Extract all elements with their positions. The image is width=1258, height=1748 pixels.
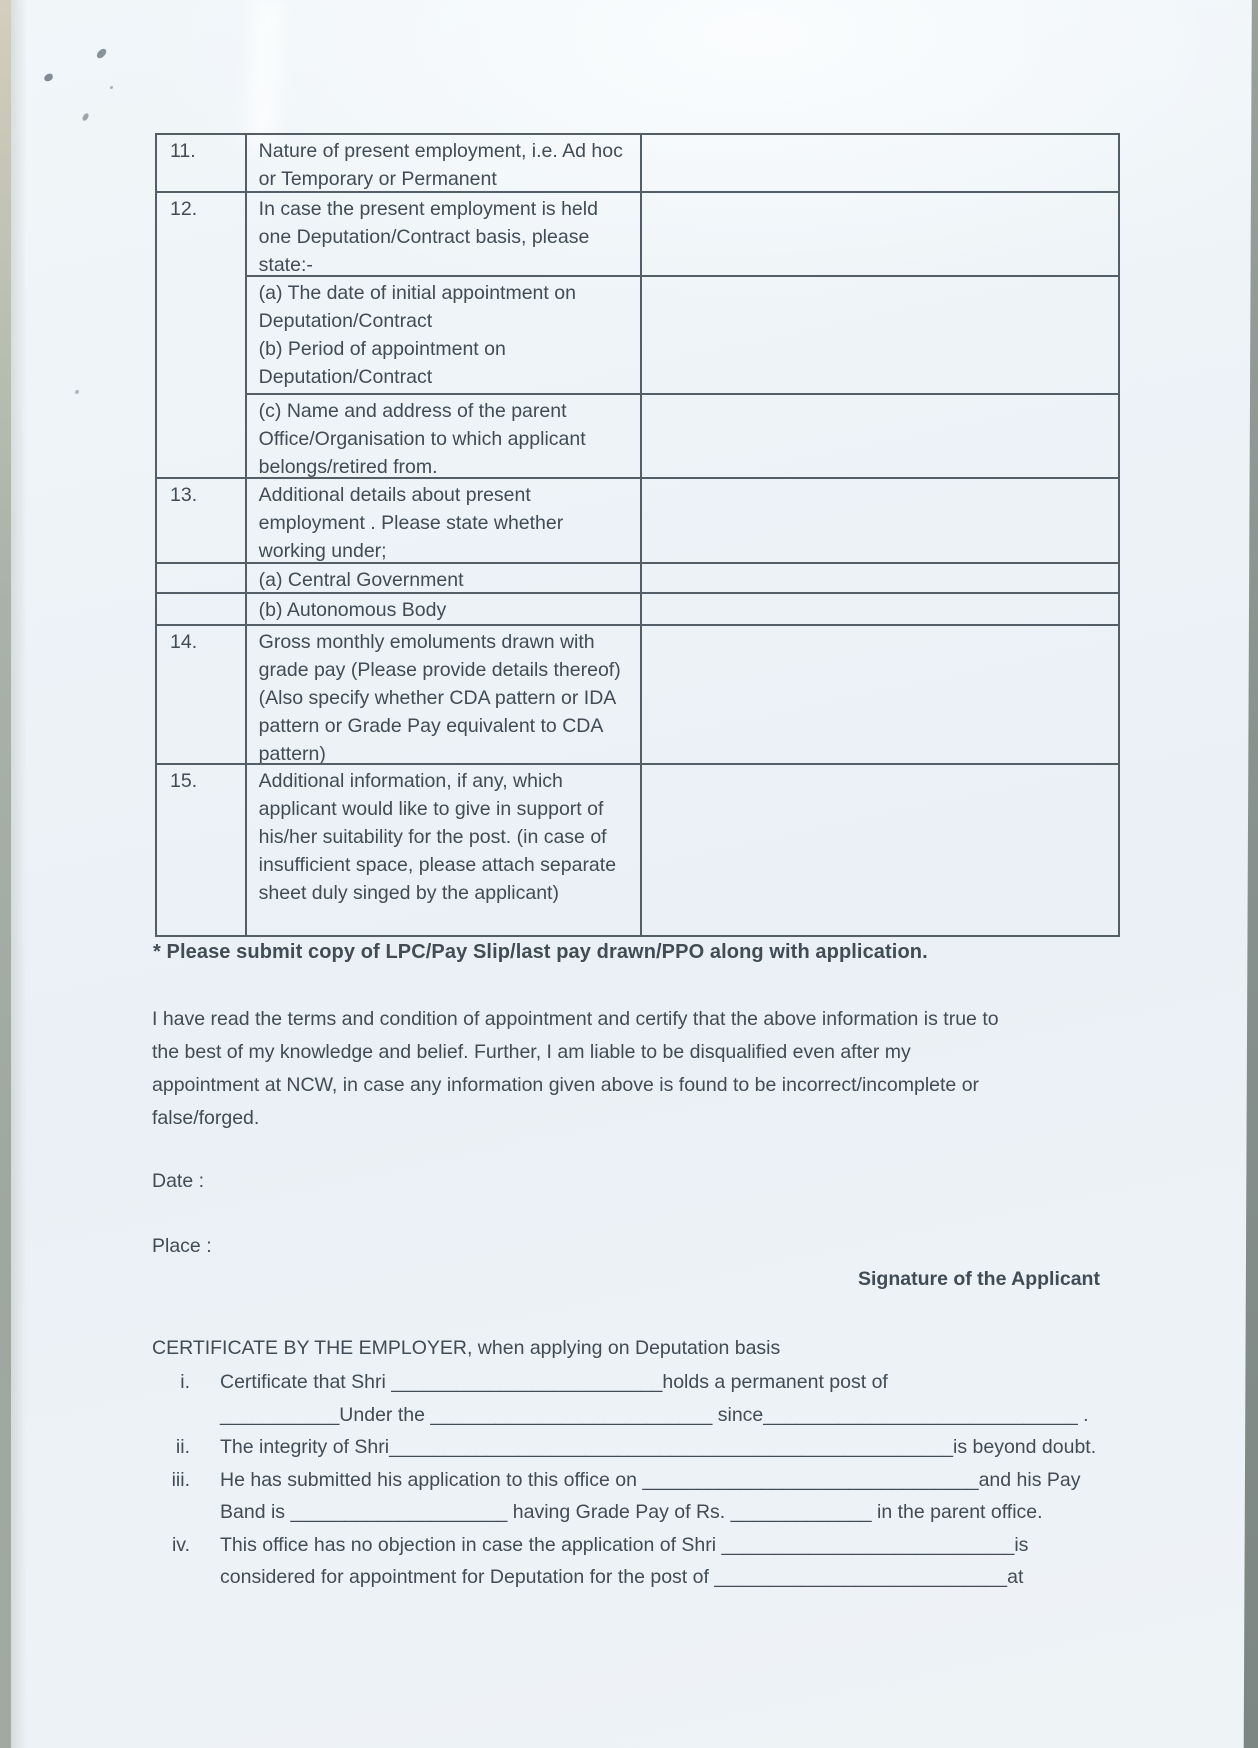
table-row: [157, 763, 1118, 935]
certificate-item: [152, 1464, 1096, 1529]
row-number: 14.: [157, 624, 245, 763]
row-number: [157, 275, 245, 393]
table-row: [157, 477, 1118, 562]
answer-cell: [640, 275, 1118, 393]
row-number: [157, 562, 245, 592]
table-row: [157, 562, 1118, 592]
table-row: [157, 275, 1118, 393]
signature-of-applicant-label: Signature of the Applicant: [858, 1268, 1100, 1290]
answer-cell: [640, 135, 1118, 191]
question-cell: (a) The date of initial appointment on Deputation/Contract (b) Period of appointment on Deputation/Contract: [245, 275, 640, 393]
scanner-edge-left: [0, 0, 11, 1748]
scanner-edge-left-shadow: [11, 0, 27, 1748]
list-marker: ii.: [175, 1436, 190, 1458]
certificate-item-text: The integrity of Shri____________________________________________________is beyond doubt.: [220, 1436, 1097, 1458]
table-row: [157, 191, 1118, 275]
scan-speck: [75, 390, 79, 394]
list-marker: i.: [180, 1371, 190, 1393]
table-row: [157, 592, 1118, 624]
answer-cell: [640, 562, 1118, 592]
date-label: Date :: [152, 1170, 205, 1192]
answer-cell: [640, 477, 1118, 562]
row-number: 11.: [170, 140, 196, 162]
question-cell: (a) Central Government: [245, 562, 640, 592]
scan-light-streak: [244, 0, 286, 151]
place-label: Place :: [152, 1235, 212, 1257]
table-row: [157, 135, 1118, 191]
scan-speck: [82, 112, 90, 121]
row-number: [157, 592, 245, 624]
answer-cell: [640, 191, 1118, 275]
certificate-item: [152, 1529, 1096, 1594]
certificate-item-text: Certificate that Shri _________________________holds a permanent post of ___________Under the __________________________ since_____________________________ .: [220, 1371, 1089, 1426]
answer-cell: [640, 592, 1118, 624]
row-number: [157, 393, 245, 477]
certificate-item: [152, 1366, 1096, 1431]
certificate-heading: CERTIFICATE BY THE EMPLOYER, when applying on Deputation basis: [152, 1337, 781, 1359]
answer-cell: [640, 393, 1118, 477]
row-number: 15.: [157, 763, 245, 935]
answer-cell: [640, 624, 1118, 763]
scan-speck: [95, 47, 107, 60]
certificate-item: [152, 1431, 1096, 1464]
employer-certificate-section: [152, 1332, 1096, 1594]
certificate-item-text: He has submitted his application to this office on _______________________________and his Pay Band is ____________________ having Grade Pay of Rs. _____________ in the parent office.: [220, 1468, 1081, 1523]
question-cell: In case the present employment is held one Deputation/Contract basis, please state:-: [245, 191, 640, 275]
scanner-edge-right: [1236, 0, 1258, 1748]
question-cell: Additional details about present employment . Please state whether working under;: [245, 477, 640, 562]
scan-speck: [43, 73, 54, 83]
answer-cell: [640, 763, 1118, 935]
application-form-table: [155, 133, 1120, 937]
question-cell: Additional information, if any, which applicant would like to give in support of his/her suitability for the post. (in case of insufficient space, please attach separate sheet duly singed by the applicant): [245, 763, 640, 935]
question-cell: Nature of present employment, i.e. Ad hoc or Temporary or Permanent: [245, 135, 640, 191]
table-row: [157, 624, 1118, 763]
table-row: [157, 393, 1118, 477]
footnote: * Please submit copy of LPC/Pay Slip/last pay drawn/PPO along with application.: [153, 941, 928, 963]
certificate-item-text: This office has no objection in case the application of Shri ___________________________is considered for appointment for Deputation for the post of ___________________________at: [220, 1533, 1029, 1588]
list-marker: iii.: [171, 1468, 190, 1491]
declaration-paragraph: I have read the terms and condition of appointment and certify that the above information is true to the best of my knowledge and belief. Further, I am liable to be disqualified even after my appointment at NCW, in case any information given above is found to be incorrect/incomplete or false/forged.: [152, 1008, 999, 1129]
question-cell: (b) Autonomous Body: [245, 592, 640, 624]
scan-speck: [110, 86, 113, 89]
list-marker: iv.: [171, 1533, 190, 1556]
row-number: 13.: [157, 477, 245, 562]
row-number: 12.: [157, 191, 245, 275]
question-cell: Gross monthly emoluments drawn with grade pay (Please provide details thereof) (Also specify whether CDA pattern or IDA pattern or Grade Pay equivalent to CDA pattern): [245, 624, 640, 763]
question-cell: (c) Name and address of the parent Office/Organisation to which applicant belongs/retired from.: [245, 393, 640, 477]
